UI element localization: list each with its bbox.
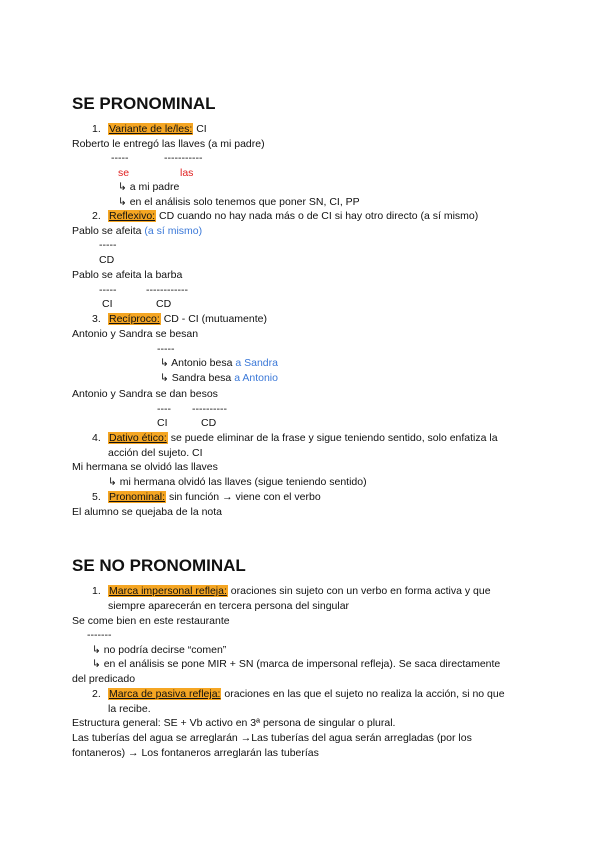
note-line: ↳ en el análisis se pone MIR + SN (marca de impersonal refleja). Se saca directamente [92, 658, 501, 670]
example-sentence: Pablo se afeita la barba [72, 269, 183, 281]
example-sentence: El alumno se quejaba de la nota [72, 506, 223, 518]
list-number: 3. [92, 313, 101, 325]
item-description: CD - CI (mutuamente) [160, 313, 267, 325]
note-text: ↳ Sandra besa [160, 372, 235, 384]
underline-mark: ----- [111, 152, 129, 164]
note-line: ↳ mi hermana olvidó las llaves (sigue teniendo sentido) [108, 476, 367, 488]
note-line: ↳ en el análisis solo tenemos que poner SN, CI, PP [118, 196, 360, 208]
list-item-pronominal [92, 491, 321, 504]
list-item-reflexivo [92, 210, 478, 223]
list-item-dativo [92, 432, 498, 445]
list-item-reciproco [92, 313, 267, 326]
sentence-text: Pablo se afeita [72, 225, 145, 237]
underline-mark: ------------ [146, 284, 188, 296]
list-item-impersonal [92, 585, 491, 598]
label-ci: CI [102, 298, 113, 310]
item-description: se puede eliminar de la frase y sigue teniendo sentido, solo enfatiza la [167, 432, 498, 444]
underline-mark: ---- [157, 403, 171, 415]
highlighted-term: Reflexivo: [109, 210, 156, 222]
label-cd: CD [99, 254, 115, 266]
structure-line: Estructura general: SE + Vb activo en 3ª persona de singular o plural. [72, 717, 396, 729]
label-cd: CD [201, 417, 217, 429]
note-line: ↳ a mi padre [118, 181, 180, 193]
underline-mark: ----------- [164, 152, 203, 164]
example-sentence: Las tuberías del agua se arreglarán →Las tuberías del agua serán arregladas (por los [72, 732, 472, 744]
example-sentence: Antonio y Sandra se besan [72, 328, 199, 340]
highlighted-term: Marca impersonal refleja: [109, 585, 227, 597]
note-line-cont: del predicado [72, 673, 136, 685]
section-title-pronominal: SE PRONOMINAL [72, 94, 216, 113]
list-number: 5. [92, 491, 101, 503]
item-description: CD cuando no hay nada más o de CI si hay otro directo (a sí mismo) [156, 210, 479, 222]
underline-mark: ----- [99, 284, 117, 296]
item-description-cont: la recibe. [108, 703, 151, 715]
underline-mark: ---------- [192, 403, 227, 415]
list-item-variante [92, 123, 207, 136]
note-line: ↳ no podría decirse “comen” [92, 644, 227, 656]
list-number: 1. [92, 123, 101, 135]
list-number: 1. [92, 585, 101, 597]
item-description-cont: acción del sujeto. CI [108, 447, 203, 459]
highlighted-term: Marca de pasiva refleja: [109, 688, 221, 700]
blue-text: a Sandra [235, 357, 278, 369]
underline-mark: ----- [157, 343, 175, 355]
highlighted-term: Variante de le/les: [109, 123, 193, 135]
example-sentence: Mi hermana se olvidó las llaves [72, 461, 218, 473]
example-sentence: Se come bien en este restaurante [72, 615, 230, 627]
list-number: 2. [92, 210, 101, 222]
highlighted-term: Recíproco: [109, 313, 160, 325]
underline-mark: ------- [87, 629, 112, 641]
item-description: oraciones en las que el sujeto no realiza la acción, si no que [221, 688, 505, 700]
list-number: 2. [92, 688, 101, 700]
example-sentence: Antonio y Sandra se dan besos [72, 388, 218, 400]
list-number: 4. [92, 432, 101, 444]
item-description-cont: siempre aparecerán en tercera persona del singular [108, 600, 350, 612]
label-se: se [118, 167, 130, 179]
item-description: oraciones sin sujeto con un verbo en forma activa y que [227, 585, 491, 597]
item-description: CI [193, 123, 207, 135]
label-cd: CD [156, 298, 172, 310]
highlighted-term: Dativo ético: [109, 432, 167, 444]
note-line [160, 372, 278, 385]
note-text: ↳ Antonio besa [160, 357, 236, 369]
list-item-pasiva [92, 688, 505, 701]
section-title-no-pronominal: SE NO PRONOMINAL [72, 556, 246, 575]
underline-mark: ----- [99, 239, 117, 251]
blue-text: a Antonio [234, 372, 278, 384]
example-sentence: Roberto le entregó las llaves (a mi padre) [72, 138, 265, 150]
note-line [160, 357, 278, 370]
highlighted-term: Pronominal: [109, 491, 166, 503]
label-ci: CI [157, 417, 168, 429]
example-sentence [72, 225, 202, 238]
blue-text: (a sí mismo) [144, 225, 203, 237]
item-description: sin función → viene con el verbo [166, 491, 321, 503]
example-sentence-cont: fontaneros) → Los fontaneros arreglarán las tuberías [72, 747, 319, 759]
label-las: las [180, 167, 194, 179]
